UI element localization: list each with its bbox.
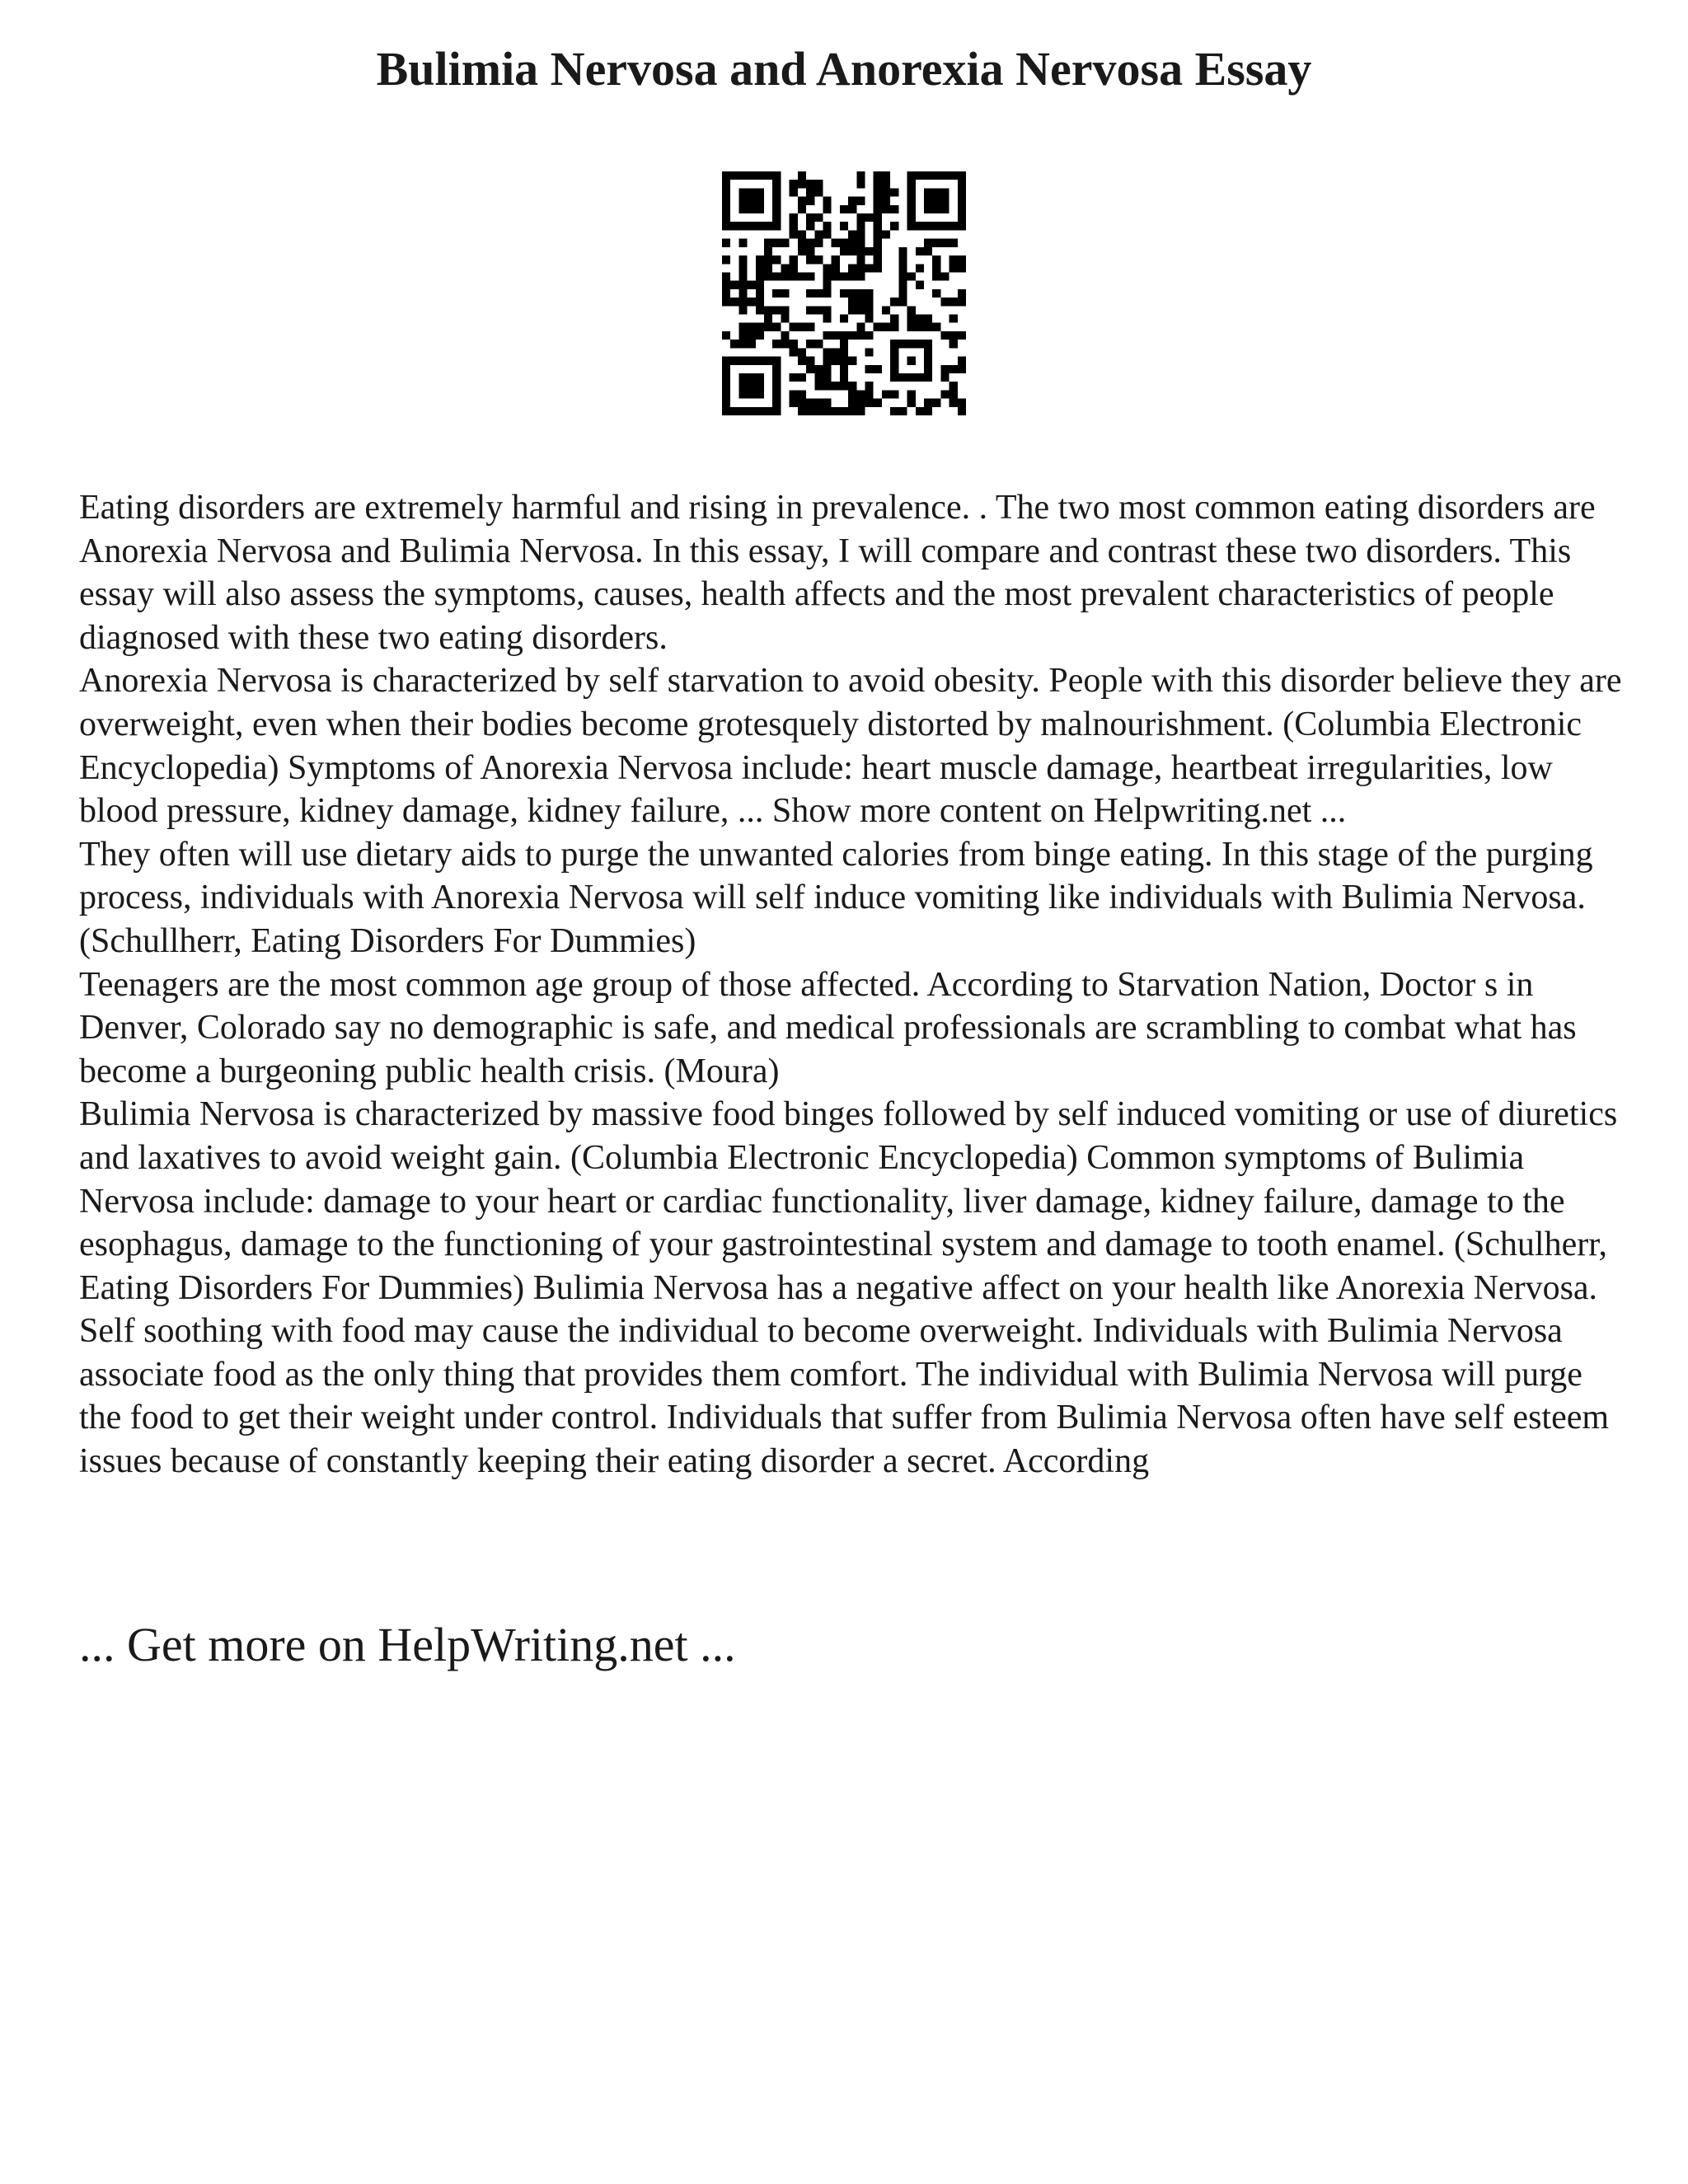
page-title: Bulimia Nervosa and Anorexia Nervosa Essay xyxy=(376,42,1312,96)
essay-paragraph: Bulimia Nervosa is characterized by massive food binges followed by self induced vomiting or use of diuretics and laxatives to avoid weight gain. (Columbia Electronic Encyclopedia) Common symptoms of Bulimia Nervosa include: damage to your heart or cardiac functionality, liver damage, kidney failure, damage to the esophagus, damage to the functioning of your gastrointestinal system and damage to tooth enamel. (Schulherr, Eating Disorders For Dummies) Bulimia Nervosa has a negative affect on your health like Anorexia Nervosa. Self soothing with food may cause the individual to become overweight. Individuals with Bulimia Nervosa associate food as the only thing that provides them comfort. The individual with Bulimia Nervosa will purge the food to get their weight under control. Individuals that suffer from Bulimia Nervosa often have self esteem issues because of constantly keeping their eating disorder a secret. According xyxy=(79,1095,1618,1481)
get-more-link[interactable]: ... Get more on HelpWriting.net ... xyxy=(79,1618,736,1671)
essay-paragraph: Eating disorders are extremely harmful and rising in prevalence. . The two most common eating disorders are Anorexia Nervosa and Bulimia Nervosa. In this essay, I will compare and contrast these two disorders. This essay will also assess the symptoms, causes, health affects and the most prevalent characteristics of people diagnosed with these two eating disorders. xyxy=(79,489,1596,657)
essay-body xyxy=(79,486,1629,1483)
essay-paragraph: Anorexia Nervosa is characterized by self starvation to avoid obesity. People with this disorder believe they are overweight, even when their bodies become grotesquely distorted by malnourishment. (Columbia Electronic Encyclopedia) Symptoms of Anorexia Nervosa include: heart muscle damage, heartbeat irregularities, low blood pressure, kidney damage, kidney failure, ... Show more content on Helpwriting.net ... xyxy=(79,662,1622,831)
qr-code-icon[interactable] xyxy=(722,171,966,415)
essay-paragraph: They often will use dietary aids to purge the unwanted calories from binge eating. In this stage of the purging process, individuals with Anorexia Nervosa will self induce vomiting like individuals with Bulimia Nervosa. (Schullherr, Eating Disorders For Dummies) xyxy=(79,835,1593,960)
essay-paragraph: Teenagers are the most common age group of those affected. According to Starvation Nation, Doctor s in Denver, Colorado say no demographic is safe, and medical professionals are scrambling to combat what has become a burgeoning public health crisis. (Moura) xyxy=(79,965,1577,1090)
